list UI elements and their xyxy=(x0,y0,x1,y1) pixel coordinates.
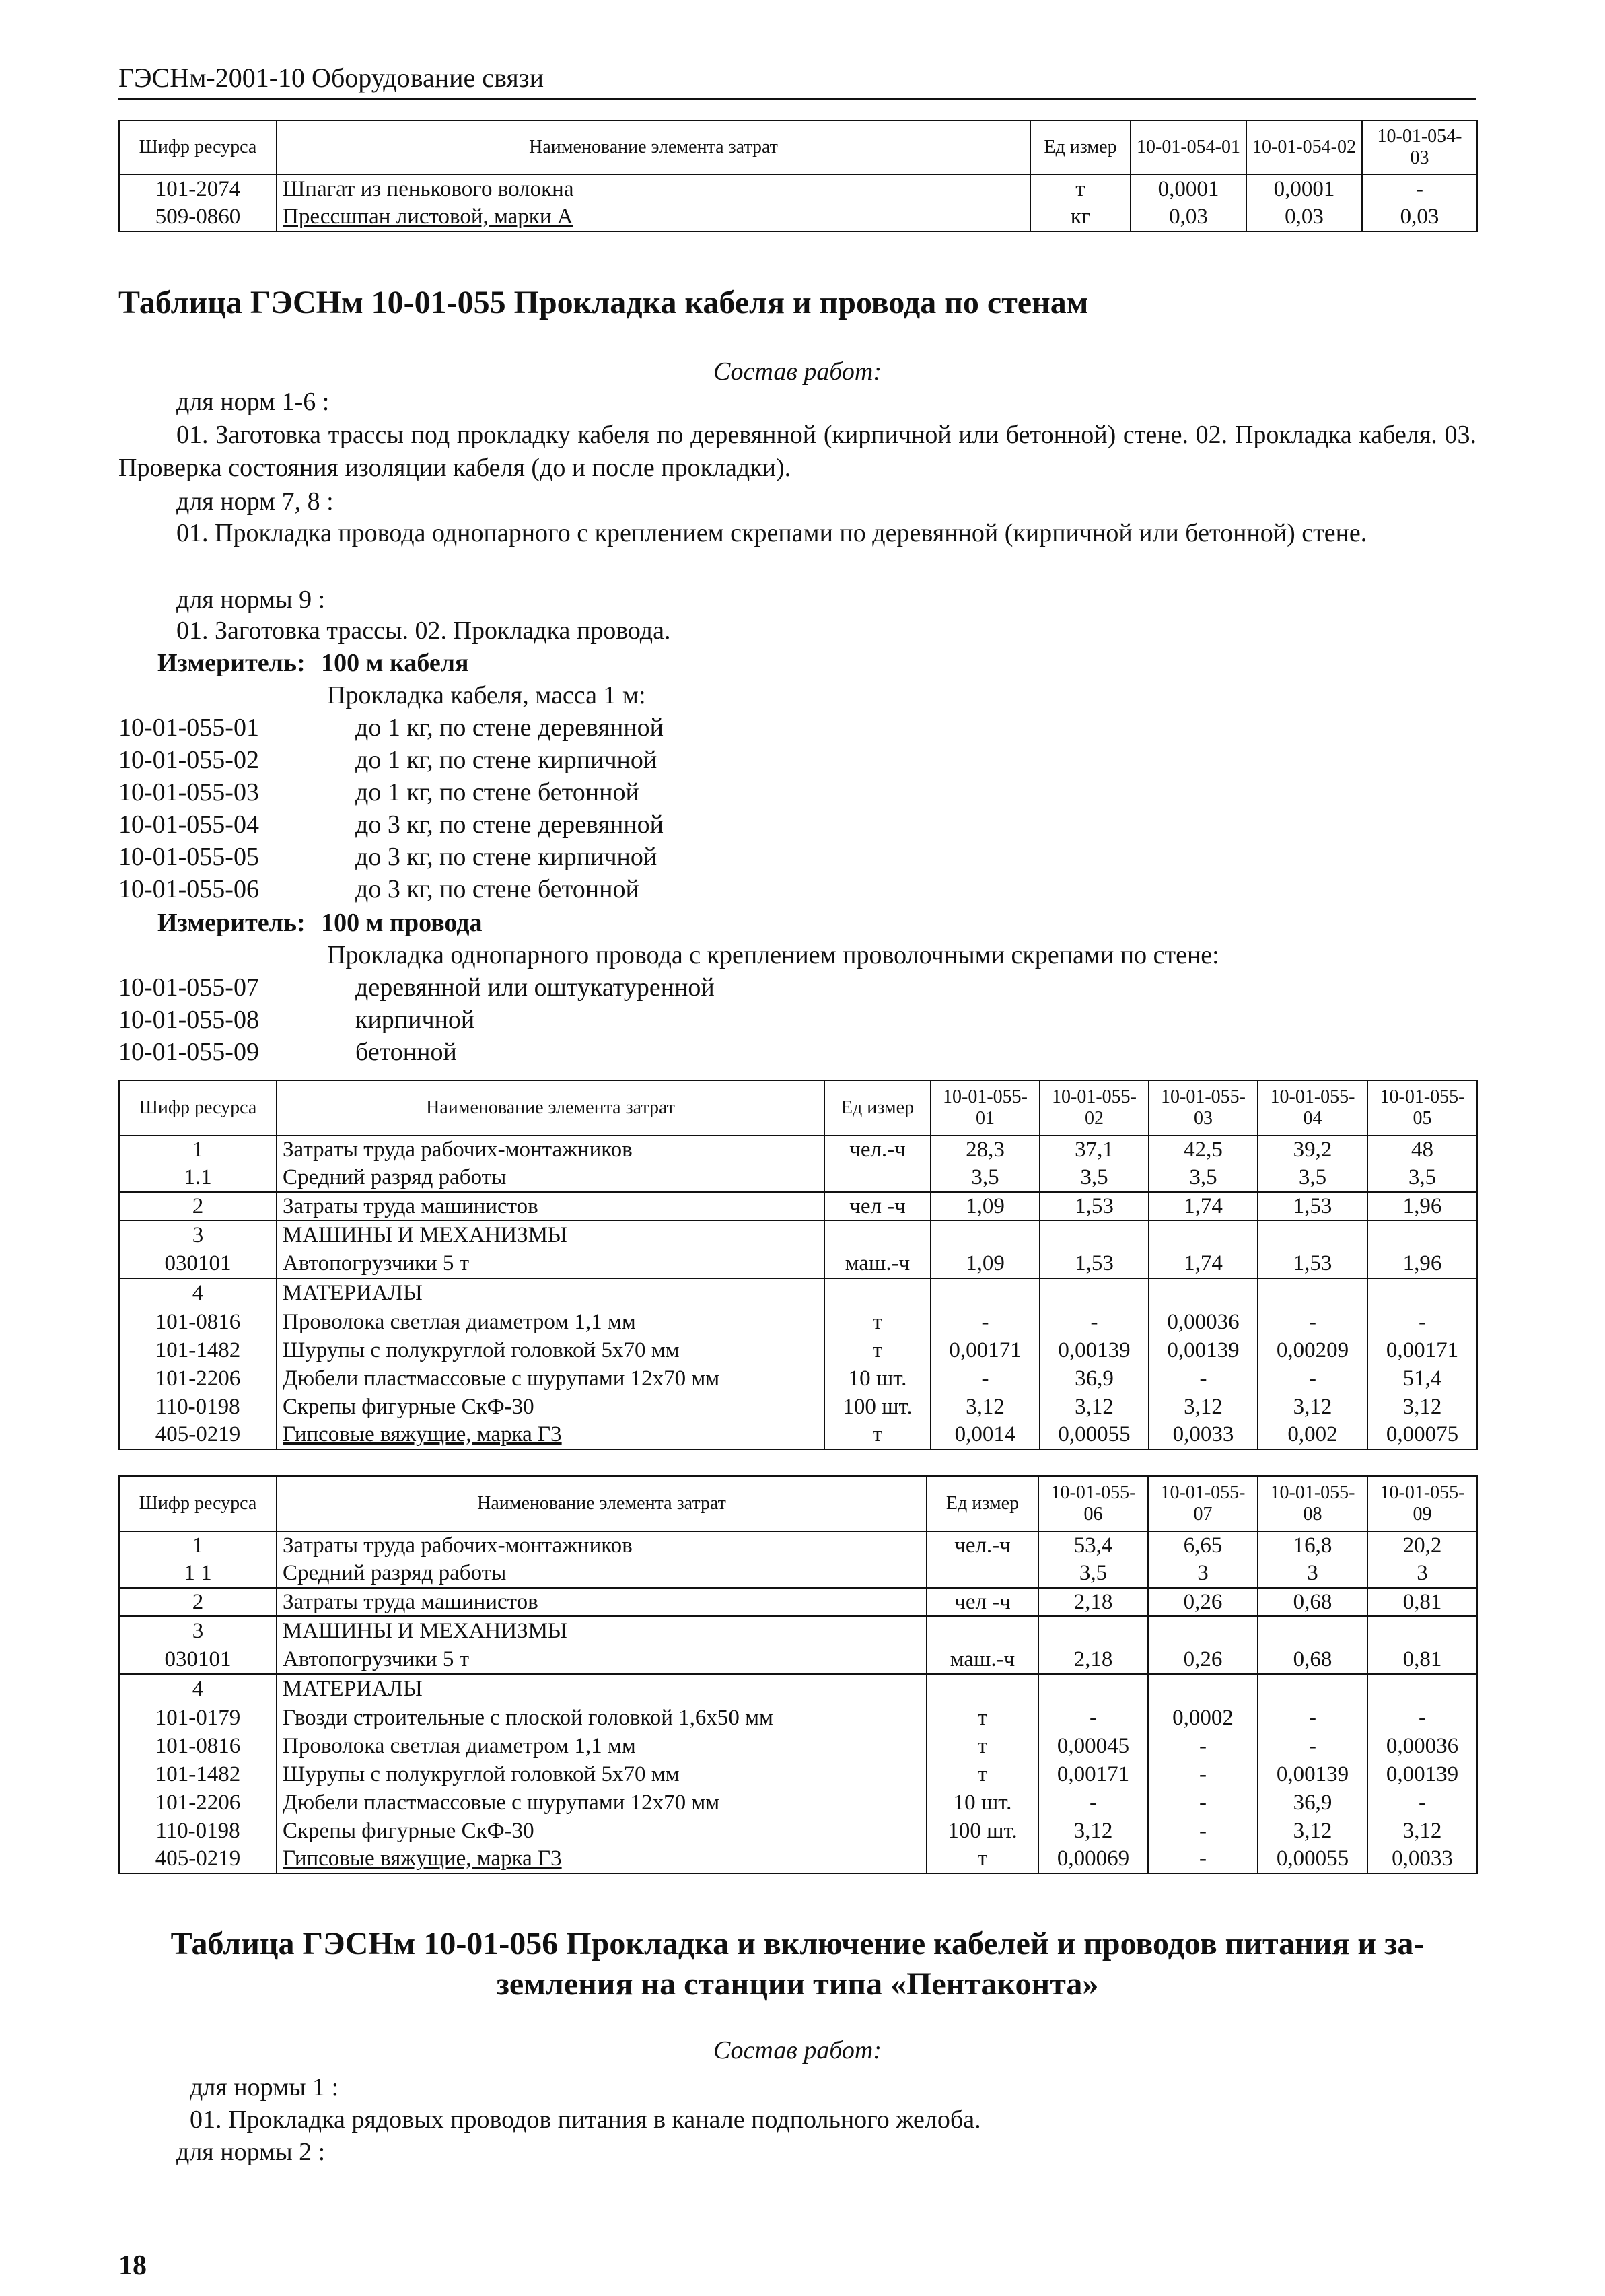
table-054-continuation xyxy=(118,120,1478,232)
norm-value: - xyxy=(1149,1364,1258,1393)
section-heading: МАШИНЫ И МЕХАНИЗМЫ xyxy=(277,1616,927,1646)
norm-value: - xyxy=(1258,1364,1367,1393)
resource-code: 3 xyxy=(119,1220,277,1250)
norm-value: 28,3 xyxy=(931,1136,1040,1164)
resource-name: Гипсовые вяжущие, марка Г3 xyxy=(277,1845,927,1873)
col-header-code: Шифр ресурса xyxy=(119,1476,277,1531)
norm-value: 1,53 xyxy=(1040,1250,1149,1278)
table-row xyxy=(119,1588,1477,1616)
col-header-norm: 10-01-055-09 xyxy=(1367,1476,1477,1531)
norm-value: 37,1 xyxy=(1040,1136,1149,1164)
table-row xyxy=(119,1704,1477,1732)
norm-code: 10-01-055-05 xyxy=(118,843,259,871)
norm-value: 1,53 xyxy=(1040,1192,1149,1220)
norm-value: 0,00139 xyxy=(1258,1760,1367,1788)
norm-description: кирпичной xyxy=(355,1006,475,1034)
resource-unit: маш.-ч xyxy=(824,1250,931,1278)
resource-unit: т xyxy=(927,1704,1038,1732)
norm-value: - xyxy=(1038,1704,1148,1732)
norm-value: 3,12 xyxy=(1258,1393,1367,1421)
resource-code: 1.1 xyxy=(119,1164,277,1192)
section-heading: МАТЕРИАЛЫ xyxy=(277,1674,927,1704)
col-header-norm: 10-01-055-06 xyxy=(1038,1476,1148,1531)
norm-value: 0,26 xyxy=(1148,1646,1258,1674)
table-section-row xyxy=(119,1220,1477,1250)
resource-name: Проволока светлая диаметром 1,1 мм xyxy=(277,1732,927,1760)
norm-value: 3 xyxy=(1148,1560,1258,1588)
norm-value: 0,00139 xyxy=(1149,1336,1258,1364)
col-header-unit: Ед измер xyxy=(824,1080,931,1136)
meter-label: Измеритель: xyxy=(157,909,306,937)
resource-code: 101-2206 xyxy=(119,1364,277,1393)
resource-unit: маш.-ч xyxy=(927,1646,1038,1674)
norm-value: - xyxy=(1148,1732,1258,1760)
norm-value: 6,65 xyxy=(1148,1531,1258,1560)
norm-code: 10-01-055-07 xyxy=(118,973,259,1002)
resource-unit: т xyxy=(927,1760,1038,1788)
col-header-norm: 10-01-055-08 xyxy=(1258,1476,1367,1531)
resource-code: 2 xyxy=(119,1588,277,1616)
resource-code: 1 1 xyxy=(119,1560,277,1588)
norm-value: 3,12 xyxy=(1040,1393,1149,1421)
norm-value: 3,12 xyxy=(1367,1393,1477,1421)
norm-value: 0,00069 xyxy=(1038,1845,1148,1873)
col-header-norm: 10-01-054-03 xyxy=(1362,120,1477,174)
resource-code: 030101 xyxy=(119,1250,277,1278)
resource-name: Дюбели пластмассовые с шурупами 12х70 мм xyxy=(277,1364,824,1393)
table-row xyxy=(119,1760,1477,1788)
resource-unit: т xyxy=(927,1732,1038,1760)
resource-unit: т xyxy=(824,1308,931,1336)
group-2-title: Прокладка однопарного провода с креплением проволочными скрепами по стене: xyxy=(327,941,1219,969)
norm-value: 0,00139 xyxy=(1367,1760,1477,1788)
resource-code: 101-2074 xyxy=(119,174,277,203)
resource-name: Прессшпан листовой, марки А xyxy=(277,203,1030,232)
resource-unit: чел.-ч xyxy=(824,1136,931,1164)
norm-value: 0,00209 xyxy=(1258,1336,1367,1364)
resource-unit: чел -ч xyxy=(824,1192,931,1220)
col-header-name: Наименование элемента затрат xyxy=(277,1080,824,1136)
meter-label: Измеритель: xyxy=(157,649,306,677)
col-header-name: Наименование элемента затрат xyxy=(277,120,1030,174)
norm-value: 0,81 xyxy=(1367,1588,1477,1616)
table-row xyxy=(119,203,1477,232)
norm-value: 0,0001 xyxy=(1246,174,1362,203)
norm-value xyxy=(1367,1220,1477,1250)
table-055-part-b xyxy=(118,1475,1478,1874)
resource-unit: т xyxy=(927,1845,1038,1873)
table-row xyxy=(119,1136,1477,1164)
norm-value: - xyxy=(1038,1788,1148,1817)
resource-unit xyxy=(824,1278,931,1308)
norm-value: - xyxy=(1367,1704,1477,1732)
norm-value: 0,0002 xyxy=(1148,1704,1258,1732)
norm-value: 2,18 xyxy=(1038,1588,1148,1616)
table-055-part-a xyxy=(118,1080,1478,1450)
table-row xyxy=(119,1364,1477,1393)
table-row xyxy=(119,1788,1477,1817)
resource-unit xyxy=(824,1164,931,1192)
norm-value: 0,81 xyxy=(1367,1646,1477,1674)
meter-value: 100 м провода xyxy=(321,909,483,937)
norm-value: 0,00055 xyxy=(1258,1845,1367,1873)
meter-value: 100 м кабеля xyxy=(321,649,469,677)
norm-value xyxy=(1148,1616,1258,1646)
resource-code: 4 xyxy=(119,1278,277,1308)
norm-value: 3,5 xyxy=(931,1164,1040,1192)
norms-7-8-label: для норм 7, 8 : xyxy=(176,487,334,516)
resource-unit: 100 шт. xyxy=(824,1393,931,1421)
norm-value: - xyxy=(1258,1704,1367,1732)
resource-name: Гипсовые вяжущие, марка Г3 xyxy=(277,1421,824,1449)
table-row xyxy=(119,1560,1477,1588)
norm-value: 3,12 xyxy=(1367,1817,1477,1845)
page-number: 18 xyxy=(118,2250,147,2281)
resource-code: 4 xyxy=(119,1674,277,1704)
resource-name: Затраты труда рабочих-монтажников xyxy=(277,1136,824,1164)
work-description-7-8: 01. Прокладка провода однопарного с креплением скрепами по деревянной (кирпичной или бетонной) стене. xyxy=(176,519,1367,547)
norm-value xyxy=(931,1278,1040,1308)
resource-name: Затраты труда машинистов xyxy=(277,1192,824,1220)
norm-value: 0,0001 xyxy=(1131,174,1246,203)
norm-value xyxy=(1038,1616,1148,1646)
section-heading: МАТЕРИАЛЫ xyxy=(277,1278,824,1308)
resource-name: Автопогрузчики 5 т xyxy=(277,1250,824,1278)
col-header-norm: 10-01-055-03 xyxy=(1149,1080,1258,1136)
header-rule xyxy=(118,98,1476,100)
norm-value: 51,4 xyxy=(1367,1364,1477,1393)
norm-value xyxy=(1149,1278,1258,1308)
norm-code: 10-01-055-01 xyxy=(118,714,259,742)
norm-description: бетонной xyxy=(355,1038,457,1066)
col-header-name: Наименование элемента затрат xyxy=(277,1476,927,1531)
norm-value: 0,00171 xyxy=(931,1336,1040,1364)
norm-code: 10-01-055-02 xyxy=(118,746,259,774)
norm-value xyxy=(1258,1674,1367,1704)
norm-value: - xyxy=(1367,1788,1477,1817)
norm-description: до 3 кг, по стене кирпичной xyxy=(355,843,657,871)
resource-code: 101-0816 xyxy=(119,1308,277,1336)
resource-code: 110-0198 xyxy=(119,1817,277,1845)
norm-value: 0,03 xyxy=(1362,203,1477,232)
col-header-norm: 10-01-054-02 xyxy=(1246,120,1362,174)
table-row xyxy=(119,1336,1477,1364)
norm-value: 3,12 xyxy=(1258,1817,1367,1845)
col-header-norm: 10-01-055-05 xyxy=(1367,1080,1477,1136)
section-title-056-line-2: земления на станции типа «Пентаконта» xyxy=(496,1966,1099,2002)
work-description-1-6: 01. Заготовка трассы под прокладку кабеля по деревянной (кирпичной или бетонной) стене. 02. Прокладка кабеля. 03. Проверка состояния изоляции кабеля (до и после прокладки). xyxy=(118,421,1476,482)
norm-value xyxy=(931,1220,1040,1250)
section-title-056 xyxy=(118,1924,1476,2005)
norm-value: 3 xyxy=(1367,1560,1477,1588)
meter-line-1 xyxy=(157,650,469,676)
norm-code: 10-01-055-09 xyxy=(118,1038,259,1066)
norm-code: 10-01-055-06 xyxy=(118,875,259,903)
norm-value: 53,4 xyxy=(1038,1531,1148,1560)
norm-value: 16,8 xyxy=(1258,1531,1367,1560)
resource-code: 3 xyxy=(119,1616,277,1646)
norm-value: - xyxy=(931,1308,1040,1336)
norm-value: 3,12 xyxy=(931,1393,1040,1421)
norm-value: 0,03 xyxy=(1246,203,1362,232)
meter-line-2 xyxy=(157,910,483,936)
resource-code: 101-1482 xyxy=(119,1760,277,1788)
norm-value: - xyxy=(1258,1308,1367,1336)
resource-code: 509-0860 xyxy=(119,203,277,232)
norm-value: 0,0014 xyxy=(931,1421,1040,1449)
col-header-norm: 10-01-055-07 xyxy=(1148,1476,1258,1531)
norm-value: - xyxy=(1040,1308,1149,1336)
table-row xyxy=(119,1393,1477,1421)
norm-value: 36,9 xyxy=(1258,1788,1367,1817)
table-row xyxy=(119,1817,1477,1845)
resource-unit xyxy=(927,1560,1038,1588)
col-header-norm: 10-01-055-01 xyxy=(931,1080,1040,1136)
resource-unit: 10 шт. xyxy=(927,1788,1038,1817)
norm-value: 0,00036 xyxy=(1367,1732,1477,1760)
resource-unit xyxy=(927,1616,1038,1646)
norm-description: до 3 кг, по стене бетонной xyxy=(355,875,639,903)
col-header-code: Шифр ресурса xyxy=(119,1080,277,1136)
resource-unit: т xyxy=(824,1421,931,1449)
section-title-055: Таблица ГЭСНм 10-01-055 Прокладка кабеля и провода по стенам xyxy=(118,285,1089,320)
resource-name: Шурупы с полукруглой головкой 5х70 мм xyxy=(277,1760,927,1788)
work-description-056-1: 01. Прокладка рядовых проводов питания в канале подпольного желоба. xyxy=(190,2106,981,2134)
norm-value xyxy=(1148,1674,1258,1704)
norm-value: 0,68 xyxy=(1258,1646,1367,1674)
norm-value: - xyxy=(1148,1817,1258,1845)
resource-code: 2 xyxy=(119,1192,277,1220)
resource-code: 110-0198 xyxy=(119,1393,277,1421)
table-row xyxy=(119,1308,1477,1336)
resource-unit: т xyxy=(824,1336,931,1364)
resource-code: 405-0219 xyxy=(119,1845,277,1873)
norm-code: 10-01-055-04 xyxy=(118,810,259,839)
table-row xyxy=(119,1531,1477,1560)
norm-value: 0,00055 xyxy=(1040,1421,1149,1449)
table-row xyxy=(119,1192,1477,1220)
norm-value: 3,5 xyxy=(1038,1560,1148,1588)
resource-name: Скрепы фигурные СкФ-30 xyxy=(277,1393,824,1421)
norm-value: 1,96 xyxy=(1367,1250,1477,1278)
resource-unit: т xyxy=(1030,174,1131,203)
norm-value: 0,00139 xyxy=(1040,1336,1149,1364)
norm-2-label: для нормы 2 : xyxy=(176,2138,326,2166)
norm-description: до 1 кг, по стене бетонной xyxy=(355,778,639,806)
norm-value xyxy=(1258,1616,1367,1646)
resource-name: Автопогрузчики 5 т xyxy=(277,1646,927,1674)
col-header-norm: 10-01-054-01 xyxy=(1131,120,1246,174)
norms-9-label: для нормы 9 : xyxy=(176,586,326,614)
norm-code: 10-01-055-08 xyxy=(118,1006,259,1034)
norm-value: 0,26 xyxy=(1148,1588,1258,1616)
norm-value: 2,18 xyxy=(1038,1646,1148,1674)
resource-unit: чел -ч xyxy=(927,1588,1038,1616)
resource-unit: кг xyxy=(1030,203,1131,232)
norm-value xyxy=(1038,1674,1148,1704)
col-header-norm: 10-01-055-04 xyxy=(1258,1080,1367,1136)
norm-value: 0,00036 xyxy=(1149,1308,1258,1336)
norm-value xyxy=(1040,1278,1149,1308)
norm-value: 3 xyxy=(1258,1560,1367,1588)
work-composition-heading: Состав работ: xyxy=(713,357,882,386)
resource-name: Шурупы с полукруглой головкой 5х70 мм xyxy=(277,1336,824,1364)
resource-unit: чел.-ч xyxy=(927,1531,1038,1560)
norm-value: 0,002 xyxy=(1258,1421,1367,1449)
norm-value xyxy=(1040,1220,1149,1250)
resource-name: Гвозди строительные с плоской головкой 1,6х50 мм xyxy=(277,1704,927,1732)
resource-code: 1 xyxy=(119,1531,277,1560)
norm-value: 3,5 xyxy=(1149,1164,1258,1192)
table-section-row xyxy=(119,1278,1477,1308)
norm-value: 0,00171 xyxy=(1038,1760,1148,1788)
norm-value: 1,53 xyxy=(1258,1250,1367,1278)
norm-value xyxy=(1367,1278,1477,1308)
table-row xyxy=(119,1250,1477,1278)
resource-name: Шпагат из пенькового волокна xyxy=(277,174,1030,203)
resource-unit: 10 шт. xyxy=(824,1364,931,1393)
table-row xyxy=(119,1732,1477,1760)
norm-value: 3,5 xyxy=(1040,1164,1149,1192)
resource-name: Средний разряд работы xyxy=(277,1560,927,1588)
table-row xyxy=(119,1421,1477,1449)
running-head: ГЭСНм-2001-10 Оборудование связи xyxy=(118,63,544,93)
norm-value: 1,09 xyxy=(931,1192,1040,1220)
norm-value xyxy=(1367,1674,1477,1704)
table-section-row xyxy=(119,1616,1477,1646)
table-row xyxy=(119,1646,1477,1674)
norm-value: 1,53 xyxy=(1258,1192,1367,1220)
norm-value: 48 xyxy=(1367,1136,1477,1164)
col-header-code: Шифр ресурса xyxy=(119,120,277,174)
resource-code: 101-1482 xyxy=(119,1336,277,1364)
resource-name: Проволока светлая диаметром 1,1 мм xyxy=(277,1308,824,1336)
norms-1-6-label: для норм 1-6 : xyxy=(176,388,330,416)
norm-value: 0,68 xyxy=(1258,1588,1367,1616)
norm-value: 3,5 xyxy=(1258,1164,1367,1192)
norm-value: 0,03 xyxy=(1131,203,1246,232)
resource-code: 101-2206 xyxy=(119,1788,277,1817)
resource-unit: 100 шт. xyxy=(927,1817,1038,1845)
norm-value: - xyxy=(1362,174,1477,203)
resource-name: Дюбели пластмассовые с шурупами 12х70 мм xyxy=(277,1788,927,1817)
resource-name: Средний разряд работы xyxy=(277,1164,824,1192)
norm-description: до 3 кг, по стене деревянной xyxy=(355,810,664,839)
norm-value: 1,09 xyxy=(931,1250,1040,1278)
norm-1-label: для нормы 1 : xyxy=(190,2073,339,2101)
norm-value xyxy=(1258,1220,1367,1250)
work-description-9: 01. Заготовка трассы. 02. Прокладка провода. xyxy=(176,617,671,645)
norm-description: до 1 кг, по стене деревянной xyxy=(355,714,664,742)
table-row xyxy=(119,1845,1477,1873)
norm-value: 3,5 xyxy=(1367,1164,1477,1192)
section-heading: МАШИНЫ И МЕХАНИЗМЫ xyxy=(277,1220,824,1250)
norm-description: до 1 кг, по стене кирпичной xyxy=(355,746,657,774)
section-title-056-line-1: Таблица ГЭСНм 10-01-056 Прокладка и включение кабелей и проводов питания и за- xyxy=(170,1926,1425,1961)
norm-value: 0,00171 xyxy=(1367,1336,1477,1364)
resource-code: 101-0816 xyxy=(119,1732,277,1760)
norm-value: 0,00075 xyxy=(1367,1421,1477,1449)
table-row xyxy=(119,1164,1477,1192)
table-section-row xyxy=(119,1674,1477,1704)
norm-value: 36,9 xyxy=(1040,1364,1149,1393)
resource-code: 405-0219 xyxy=(119,1421,277,1449)
norm-value: 3,12 xyxy=(1149,1393,1258,1421)
col-header-unit: Ед измер xyxy=(927,1476,1038,1531)
resource-unit xyxy=(927,1674,1038,1704)
work-composition-heading-056: Состав работ: xyxy=(713,2036,882,2064)
norm-value: - xyxy=(1148,1760,1258,1788)
norm-value: 0,0033 xyxy=(1367,1845,1477,1873)
col-header-unit: Ед измер xyxy=(1030,120,1131,174)
norm-value xyxy=(1258,1278,1367,1308)
norm-value xyxy=(1149,1220,1258,1250)
resource-code: 101-0179 xyxy=(119,1704,277,1732)
norm-value: 0,0033 xyxy=(1149,1421,1258,1449)
norm-value: 42,5 xyxy=(1149,1136,1258,1164)
norm-value: 39,2 xyxy=(1258,1136,1367,1164)
resource-name: Затраты труда машинистов xyxy=(277,1588,927,1616)
norm-value: 0,00045 xyxy=(1038,1732,1148,1760)
norm-value: - xyxy=(1367,1308,1477,1336)
resource-code: 1 xyxy=(119,1136,277,1164)
norm-value: 20,2 xyxy=(1367,1531,1477,1560)
norm-value: - xyxy=(1148,1845,1258,1873)
resource-code: 030101 xyxy=(119,1646,277,1674)
resource-name: Затраты труда рабочих-монтажников xyxy=(277,1531,927,1560)
norm-value: 1,74 xyxy=(1149,1192,1258,1220)
resource-unit xyxy=(824,1220,931,1250)
table-row xyxy=(119,174,1477,203)
norm-value: 1,74 xyxy=(1149,1250,1258,1278)
norm-description: деревянной или оштукатуренной xyxy=(355,973,715,1002)
norm-value: - xyxy=(931,1364,1040,1393)
norm-value: - xyxy=(1148,1788,1258,1817)
norm-value xyxy=(1367,1616,1477,1646)
norm-value: 1,96 xyxy=(1367,1192,1477,1220)
resource-name: Скрепы фигурные СкФ-30 xyxy=(277,1817,927,1845)
norm-code: 10-01-055-03 xyxy=(118,778,259,806)
group-1-title: Прокладка кабеля, масса 1 м: xyxy=(327,681,646,709)
norm-value: 3,12 xyxy=(1038,1817,1148,1845)
norm-value: - xyxy=(1258,1732,1367,1760)
col-header-norm: 10-01-055-02 xyxy=(1040,1080,1149,1136)
